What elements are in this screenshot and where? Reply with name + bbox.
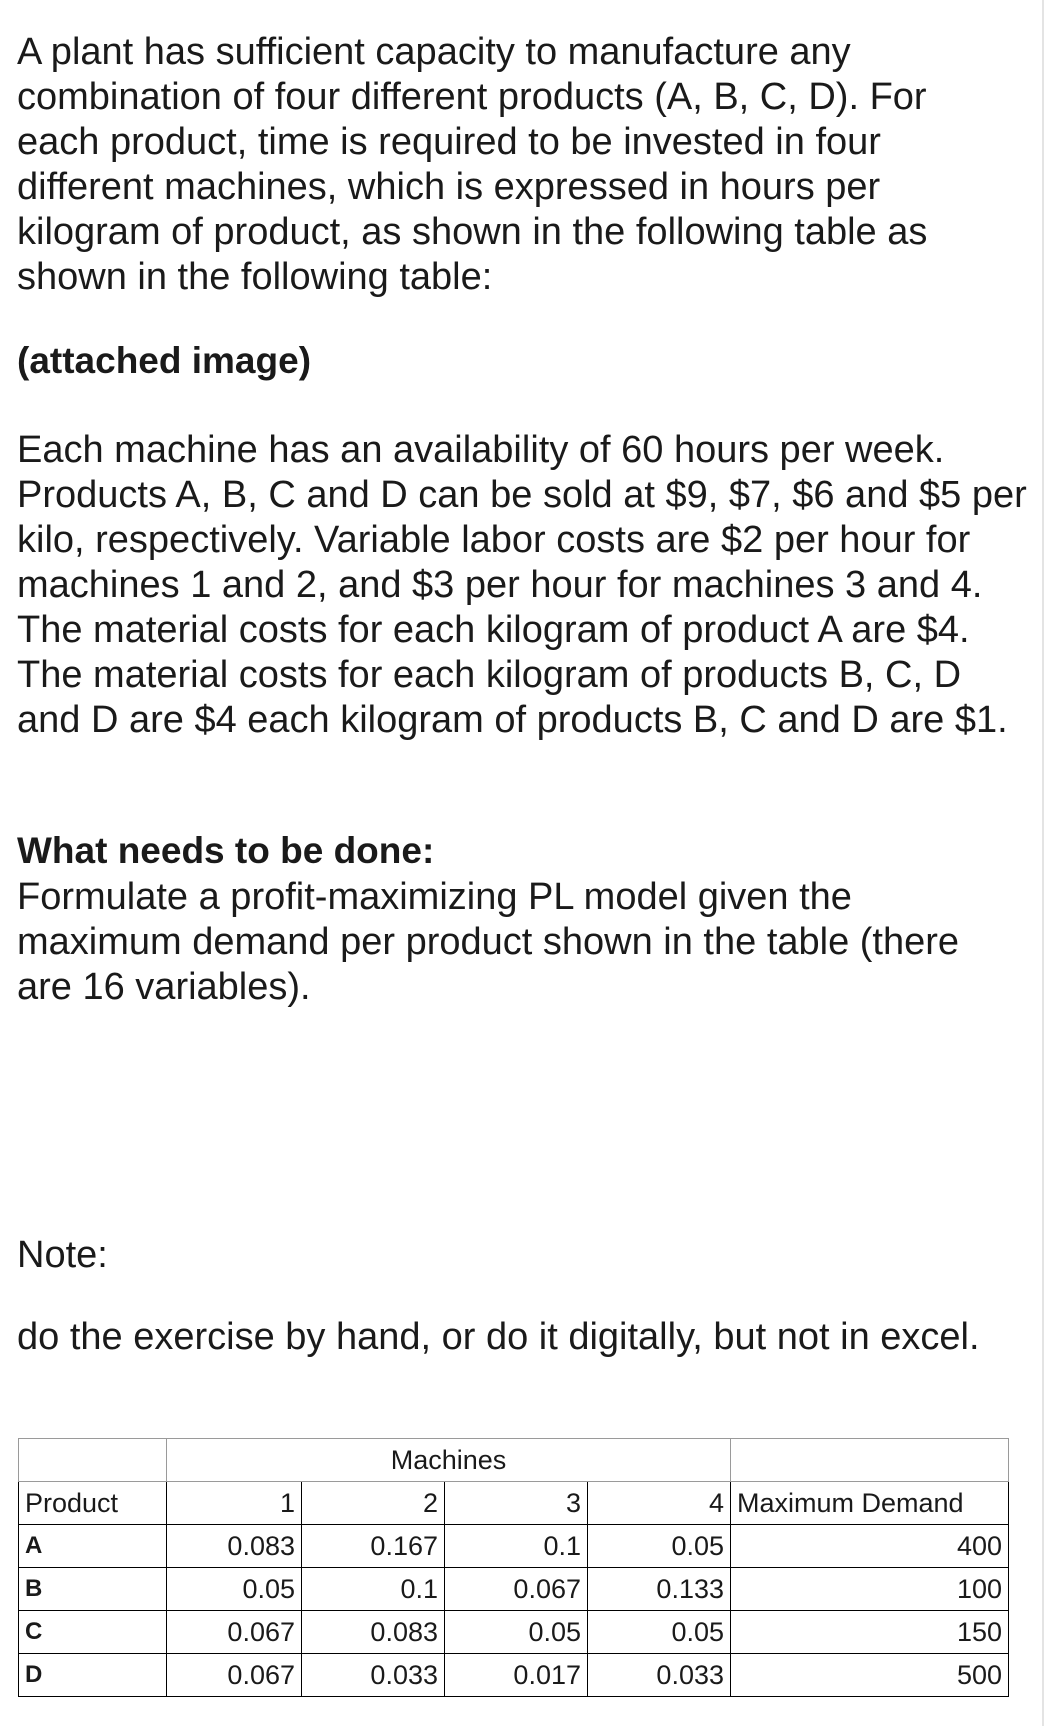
cell-machine-1: 0.083 (167, 1525, 302, 1568)
table-row (19, 1654, 1009, 1697)
cell-machine-4: 0.05 (588, 1611, 731, 1654)
table-cell-blank (731, 1439, 1009, 1482)
table-row (19, 1568, 1009, 1611)
cell-max-demand: 100 (731, 1568, 1009, 1611)
header-max-demand: Maximum Demand (731, 1482, 1009, 1525)
table-group-header-row (19, 1439, 1009, 1482)
cell-max-demand: 150 (731, 1611, 1009, 1654)
note-body: do the exercise by hand, or do it digitally, but not in excel. (17, 1316, 980, 1358)
cell-machine-1: 0.067 (167, 1654, 302, 1697)
machines-group-header: Machines (167, 1439, 731, 1482)
task-body: Formulate a profit-maximizing PL model given the maximum demand per product shown in the table (there are 16 variables). (17, 876, 960, 1008)
table-cell-blank (19, 1439, 167, 1482)
row-product-label: B (19, 1568, 167, 1611)
row-product-label: C (19, 1611, 167, 1654)
cell-machine-2: 0.1 (302, 1568, 445, 1611)
task-heading: What needs to be done: (17, 830, 435, 871)
header-machine-1: 1 (167, 1482, 302, 1525)
table-row (19, 1525, 1009, 1568)
page-edge-divider (1042, 0, 1044, 1726)
row-product-label: A (19, 1525, 167, 1568)
header-machine-4: 4 (588, 1482, 731, 1525)
machine-hours-table (18, 1438, 1009, 1697)
intro-paragraph: A plant has sufficient capacity to manufacture any combination of four different products (A, B, C, D). For each product, time is required to be invested in four different machines, which is expressed in hours per kilogram of product, as shown in the following table as shown in the following table: (17, 31, 928, 298)
cell-machine-3: 0.067 (445, 1568, 588, 1611)
header-machine-2: 2 (302, 1482, 445, 1525)
cell-max-demand: 500 (731, 1654, 1009, 1697)
cell-machine-3: 0.1 (445, 1525, 588, 1568)
header-machine-3: 3 (445, 1482, 588, 1525)
cell-machine-3: 0.017 (445, 1654, 588, 1697)
cell-machine-2: 0.083 (302, 1611, 445, 1654)
cell-machine-4: 0.133 (588, 1568, 731, 1611)
cell-max-demand: 400 (731, 1525, 1009, 1568)
table-row (19, 1611, 1009, 1654)
machine-availability-paragraph: Each machine has an availability of 60 hours per week. Products A, B, C and D can be sold at $9, $7, $6 and $5 per kilo, respectively. Variable labor costs are $2 per hour for machines 1 and 2, and $3 per hour for machines 3 and 4. The material costs for each kilogram of product A are $4. The material costs for each kilogram of products B, C, D and D are $4 each kilogram of products B, C and D are $1. (17, 429, 1027, 741)
table-header-row (19, 1482, 1009, 1525)
cell-machine-2: 0.033 (302, 1654, 445, 1697)
header-product: Product (19, 1482, 167, 1525)
cell-machine-1: 0.067 (167, 1611, 302, 1654)
cell-machine-2: 0.167 (302, 1525, 445, 1568)
row-product-label: D (19, 1654, 167, 1697)
cell-machine-1: 0.05 (167, 1568, 302, 1611)
note-label: Note: (17, 1234, 108, 1276)
cell-machine-3: 0.05 (445, 1611, 588, 1654)
cell-machine-4: 0.033 (588, 1654, 731, 1697)
attached-image-label: (attached image) (17, 340, 312, 381)
cell-machine-4: 0.05 (588, 1525, 731, 1568)
